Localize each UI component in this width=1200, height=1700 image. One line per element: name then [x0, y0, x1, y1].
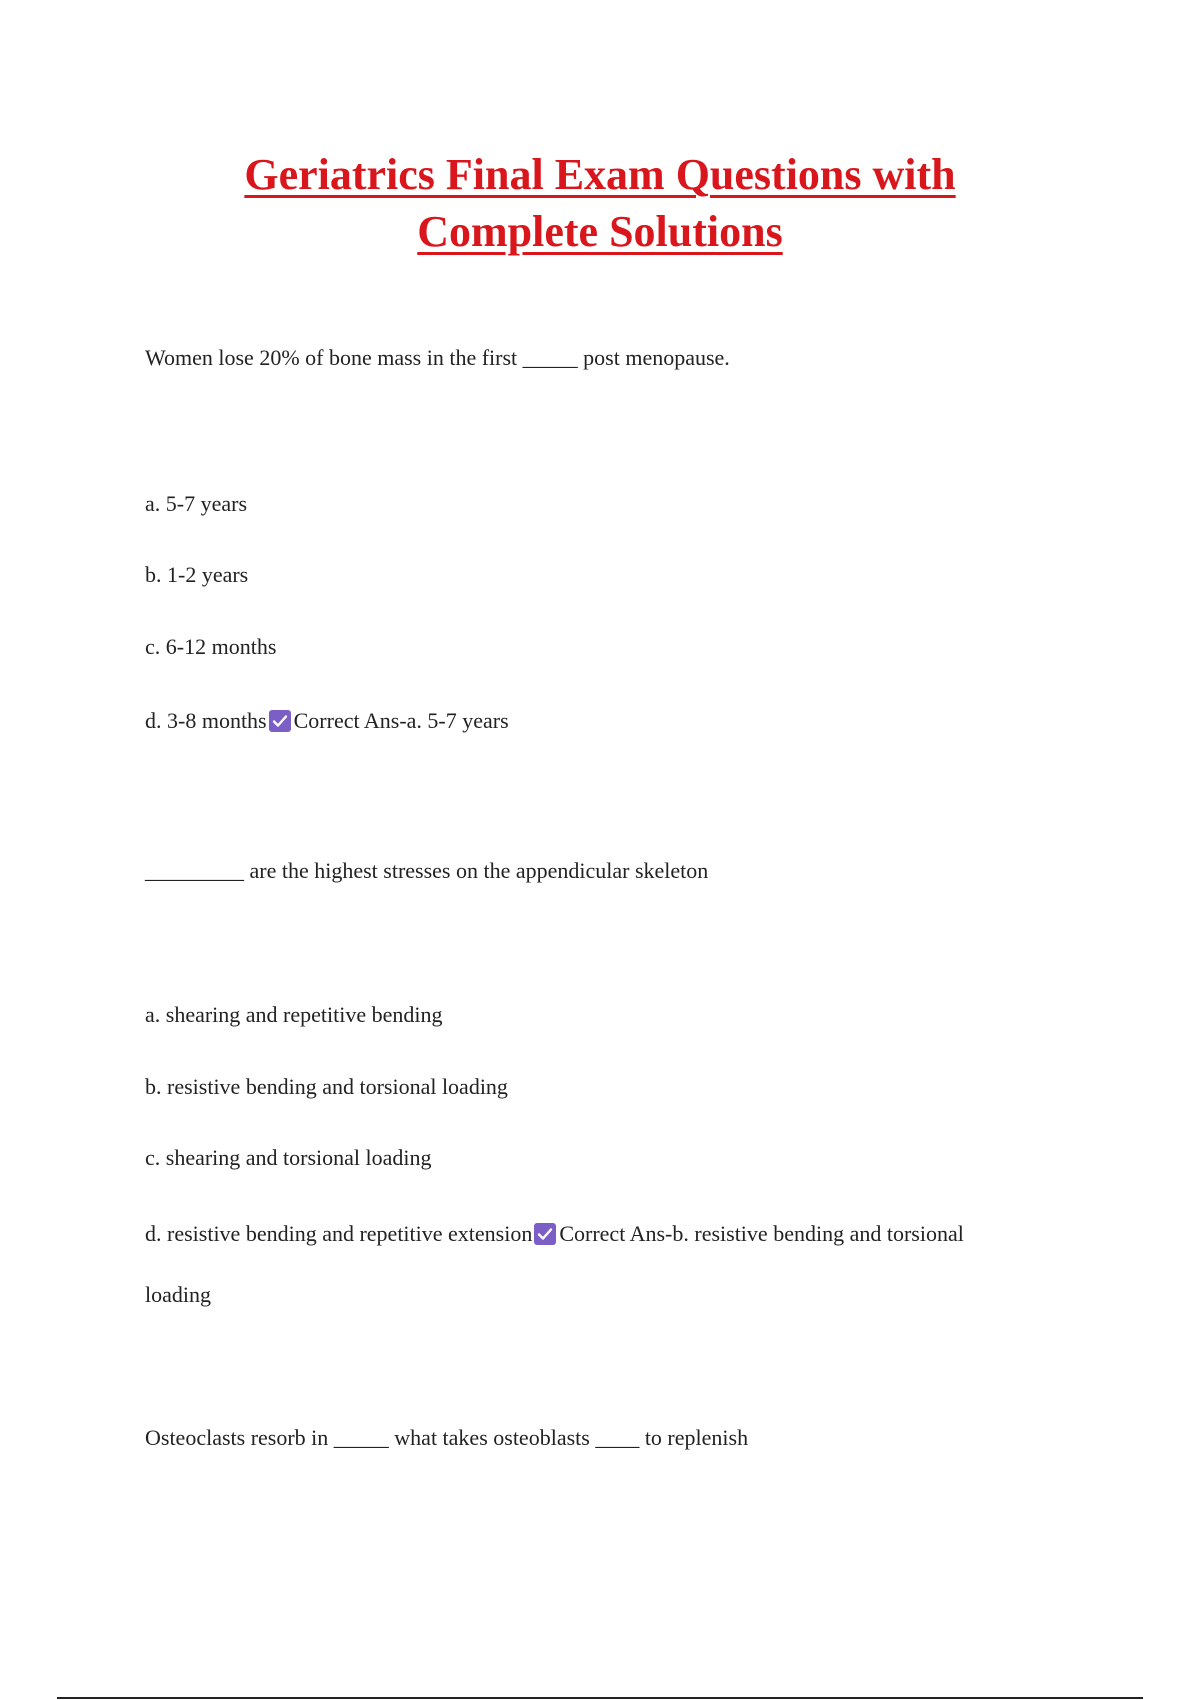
question-1-option-c: c. 6-12 months: [145, 634, 277, 659]
question-3-stem: Osteoclasts resorb in _____ what takes osteoblasts ____ to replenish: [145, 1425, 749, 1450]
document-title: [0, 146, 1200, 260]
question-1-option-d-row: [145, 707, 509, 735]
question-2-option-d: d. resistive bending and repetitive extension: [145, 1221, 533, 1246]
question-1-option-d: d. 3-8 months: [145, 708, 267, 733]
question-2-option-c: c. shearing and torsional loading: [145, 1145, 432, 1170]
check-box-icon: [534, 1223, 556, 1245]
page-bottom-rule: [57, 1697, 1143, 1699]
title-line-1: Geriatrics Final Exam Questions with: [244, 150, 956, 199]
question-2-option-d-row: [145, 1220, 964, 1248]
question-2-answer: Correct Ans-b. resistive bending and torsional: [559, 1221, 964, 1246]
check-box-icon: [269, 710, 291, 732]
question-2-option-b: b. resistive bending and torsional loading: [145, 1074, 508, 1099]
question-2-answer-continued: loading: [145, 1282, 211, 1307]
question-2-stem: _________ are the highest stresses on the appendicular skeleton: [145, 858, 709, 883]
question-1-answer: Correct Ans-a. 5-7 years: [293, 708, 509, 733]
question-2-option-a: a. shearing and repetitive bending: [145, 1002, 443, 1027]
title-line-2: Complete Solutions: [417, 207, 783, 256]
question-1-option-a: a. 5-7 years: [145, 491, 248, 516]
question-1-stem: Women lose 20% of bone mass in the first _____ post menopause.: [145, 345, 730, 370]
question-1-option-b: b. 1-2 years: [145, 562, 249, 587]
